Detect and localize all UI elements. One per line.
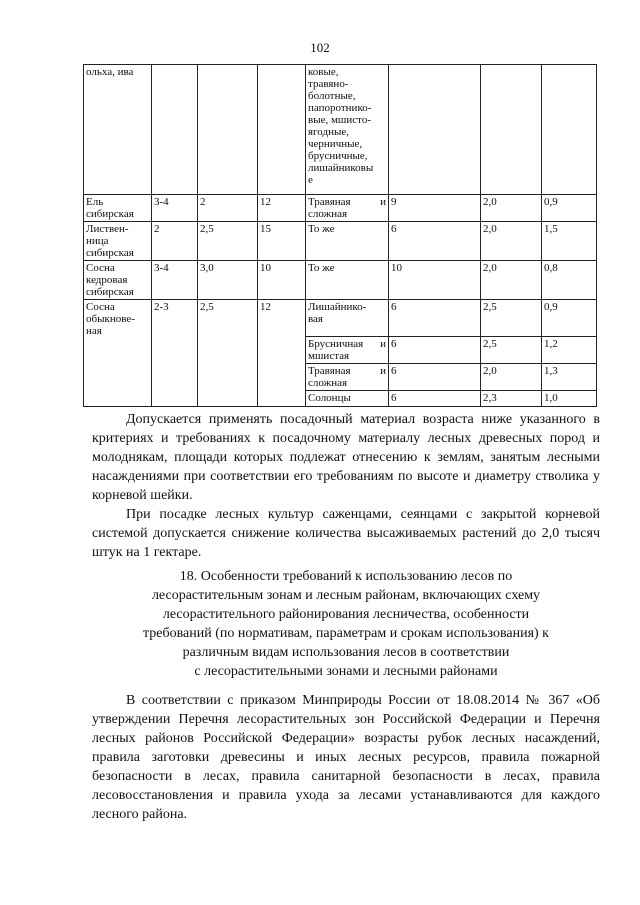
- cell-line: лишайниковы: [308, 162, 374, 174]
- age-cell: [152, 65, 198, 195]
- heading-line: лесорастительного районирования лесничества, особенности: [162, 607, 530, 622]
- cell-line: Травяная и: [308, 196, 386, 208]
- height-cell: 3,0: [198, 261, 258, 300]
- page-number: 102: [310, 40, 330, 55]
- c7-cell: 2,3: [481, 391, 542, 407]
- table-body: [84, 65, 597, 407]
- age-cell: 3-4: [152, 261, 198, 300]
- c8-cell: 0,9: [542, 195, 597, 222]
- cell-line: сибирская: [86, 208, 134, 220]
- species-cell: [84, 300, 152, 407]
- count-cell: 10: [389, 261, 481, 300]
- forest-type-cell: [306, 337, 389, 364]
- forest-type-cell: [306, 391, 389, 407]
- cell-line: То же: [308, 223, 335, 235]
- diameter-cell: 15: [258, 222, 306, 261]
- cell-line: сибирская: [86, 286, 134, 298]
- cell-line: сложная: [308, 377, 348, 389]
- forest-type-cell: [306, 261, 389, 300]
- cell-line: Ель: [86, 196, 104, 208]
- cell-line: мшистая: [308, 350, 350, 362]
- age-cell: 3-4: [152, 195, 198, 222]
- paragraph-text: Допускается применять посадочный материал возраста ниже указанного в критериях и требованиях к посадочному материалу лесных древесных пород и молоднякам, площади которых подлежат отнесению к землям, занятым лесными насаждениями при соответствии его требованиям по высоте и диаметру стволика у корневой шейки.: [92, 412, 600, 503]
- cell-line: брусничные,: [308, 150, 368, 162]
- cell-line: Листвен-: [86, 223, 129, 235]
- count-cell: 6: [389, 364, 481, 391]
- forest-type-cell: [306, 195, 389, 222]
- c8-cell: 0,8: [542, 261, 597, 300]
- table-row: [84, 300, 597, 337]
- paragraph-text: В соответствии с приказом Минприроды России от 18.08.2014 № 367 «Об утверждении Перечня лесорастительных зон Российской Федерации и Перечня лесных районов Российской Федерации» возрасты рубок лесных насаждений, правила заготовки древесины и иных лесных ресурсов, правила пожарной безопасности в лесах, правила санитарной безопасности в лесах, правила лесовосстановления и правила ухода за лесами устанавливаются для каждого лесного района.: [92, 693, 600, 822]
- count-cell: 6: [389, 222, 481, 261]
- c8-cell: 1,5: [542, 222, 597, 261]
- cell-line: сложная: [308, 208, 348, 220]
- cell-line: папоротнико-: [308, 102, 372, 114]
- cell-line: Брусничная и: [308, 338, 386, 350]
- table-row: [84, 195, 597, 222]
- c7-cell: 2,0: [481, 222, 542, 261]
- c8-cell: 1,3: [542, 364, 597, 391]
- paragraph-text: При посадке лесных культур саженцами, сеянцами с закрытой корневой системой допускается снижение количества высаживаемых растений до 2,0 тысяч штук на 1 гектаре.: [92, 507, 600, 560]
- c7-cell: 2,0: [481, 195, 542, 222]
- diameter-cell: 12: [258, 300, 306, 407]
- table-row: [84, 261, 597, 300]
- c7-cell: 2,5: [481, 300, 542, 337]
- cell-line: Сосна: [86, 301, 115, 313]
- cell-line: е: [308, 174, 313, 186]
- paragraph-planting-material: [92, 410, 600, 505]
- c7-cell: 2,0: [481, 364, 542, 391]
- cell-line: ковые,: [308, 66, 339, 78]
- cell-line: кедровая: [86, 274, 128, 286]
- cell-line: Сосна: [86, 262, 115, 274]
- cell-line: сибирская: [86, 247, 134, 259]
- cell-line: обыкнове-: [86, 313, 135, 325]
- forest-type-cell: [306, 65, 389, 195]
- section-heading: [92, 567, 600, 681]
- c8-cell: 1,0: [542, 391, 597, 407]
- diameter-cell: [258, 65, 306, 195]
- c7-cell: 2,0: [481, 261, 542, 300]
- count-cell: 9: [389, 195, 481, 222]
- species-cell: [84, 195, 152, 222]
- count-cell: 6: [389, 337, 481, 364]
- forest-type-cell: [306, 222, 389, 261]
- planting-table: [83, 64, 597, 407]
- cell-line: Солонцы: [308, 392, 351, 404]
- table-row: [84, 222, 597, 261]
- height-cell: 2: [198, 195, 258, 222]
- cell-line: ольха, ива: [86, 66, 134, 78]
- table-row: [84, 65, 597, 195]
- c7-cell: 2,5: [481, 337, 542, 364]
- age-cell: 2: [152, 222, 198, 261]
- cell-line: Травяная и: [308, 365, 386, 377]
- cell-line: травяно-: [308, 78, 349, 90]
- count-cell: 6: [389, 300, 481, 337]
- height-cell: 2,5: [198, 222, 258, 261]
- count-cell: 6: [389, 391, 481, 407]
- heading-line: с лесорастительными зонами и лесными районами: [194, 664, 498, 679]
- cell-line: ница: [86, 235, 109, 247]
- paragraph-closed-root: [92, 505, 600, 562]
- diameter-cell: 12: [258, 195, 306, 222]
- cell-line: вая: [308, 313, 323, 325]
- cell-line: Лишайнико-: [308, 301, 367, 313]
- c8-cell: 1,2: [542, 337, 597, 364]
- cell-line: ягодные,: [308, 126, 349, 138]
- heading-line: 18. Особенности требований к использованию лесов по: [179, 569, 513, 584]
- cell-line: То же: [308, 262, 335, 274]
- age-cell: 2-3: [152, 300, 198, 407]
- heading-line: лесорастительным зонам и лесным районам, включающих схему: [151, 588, 541, 603]
- species-cell: [84, 65, 152, 195]
- c7-cell: [481, 65, 542, 195]
- diameter-cell: 10: [258, 261, 306, 300]
- species-cell: [84, 222, 152, 261]
- cell-line: черничные,: [308, 138, 363, 150]
- cell-line: вые, мшисто-: [308, 114, 371, 126]
- cell-line: ная: [86, 325, 102, 337]
- heading-line: различным видам использования лесов в соответствии: [182, 645, 510, 660]
- forest-type-cell: [306, 364, 389, 391]
- paragraph-order-367: [92, 691, 600, 824]
- count-cell: [389, 65, 481, 195]
- height-cell: 2,5: [198, 300, 258, 407]
- heading-line: требований (по нормативам, параметрам и срокам использования) к: [143, 626, 549, 641]
- c8-cell: 0,9: [542, 300, 597, 337]
- cell-line: болотные,: [308, 90, 356, 102]
- height-cell: [198, 65, 258, 195]
- forest-type-cell: [306, 300, 389, 337]
- species-cell: [84, 261, 152, 300]
- c8-cell: [542, 65, 597, 195]
